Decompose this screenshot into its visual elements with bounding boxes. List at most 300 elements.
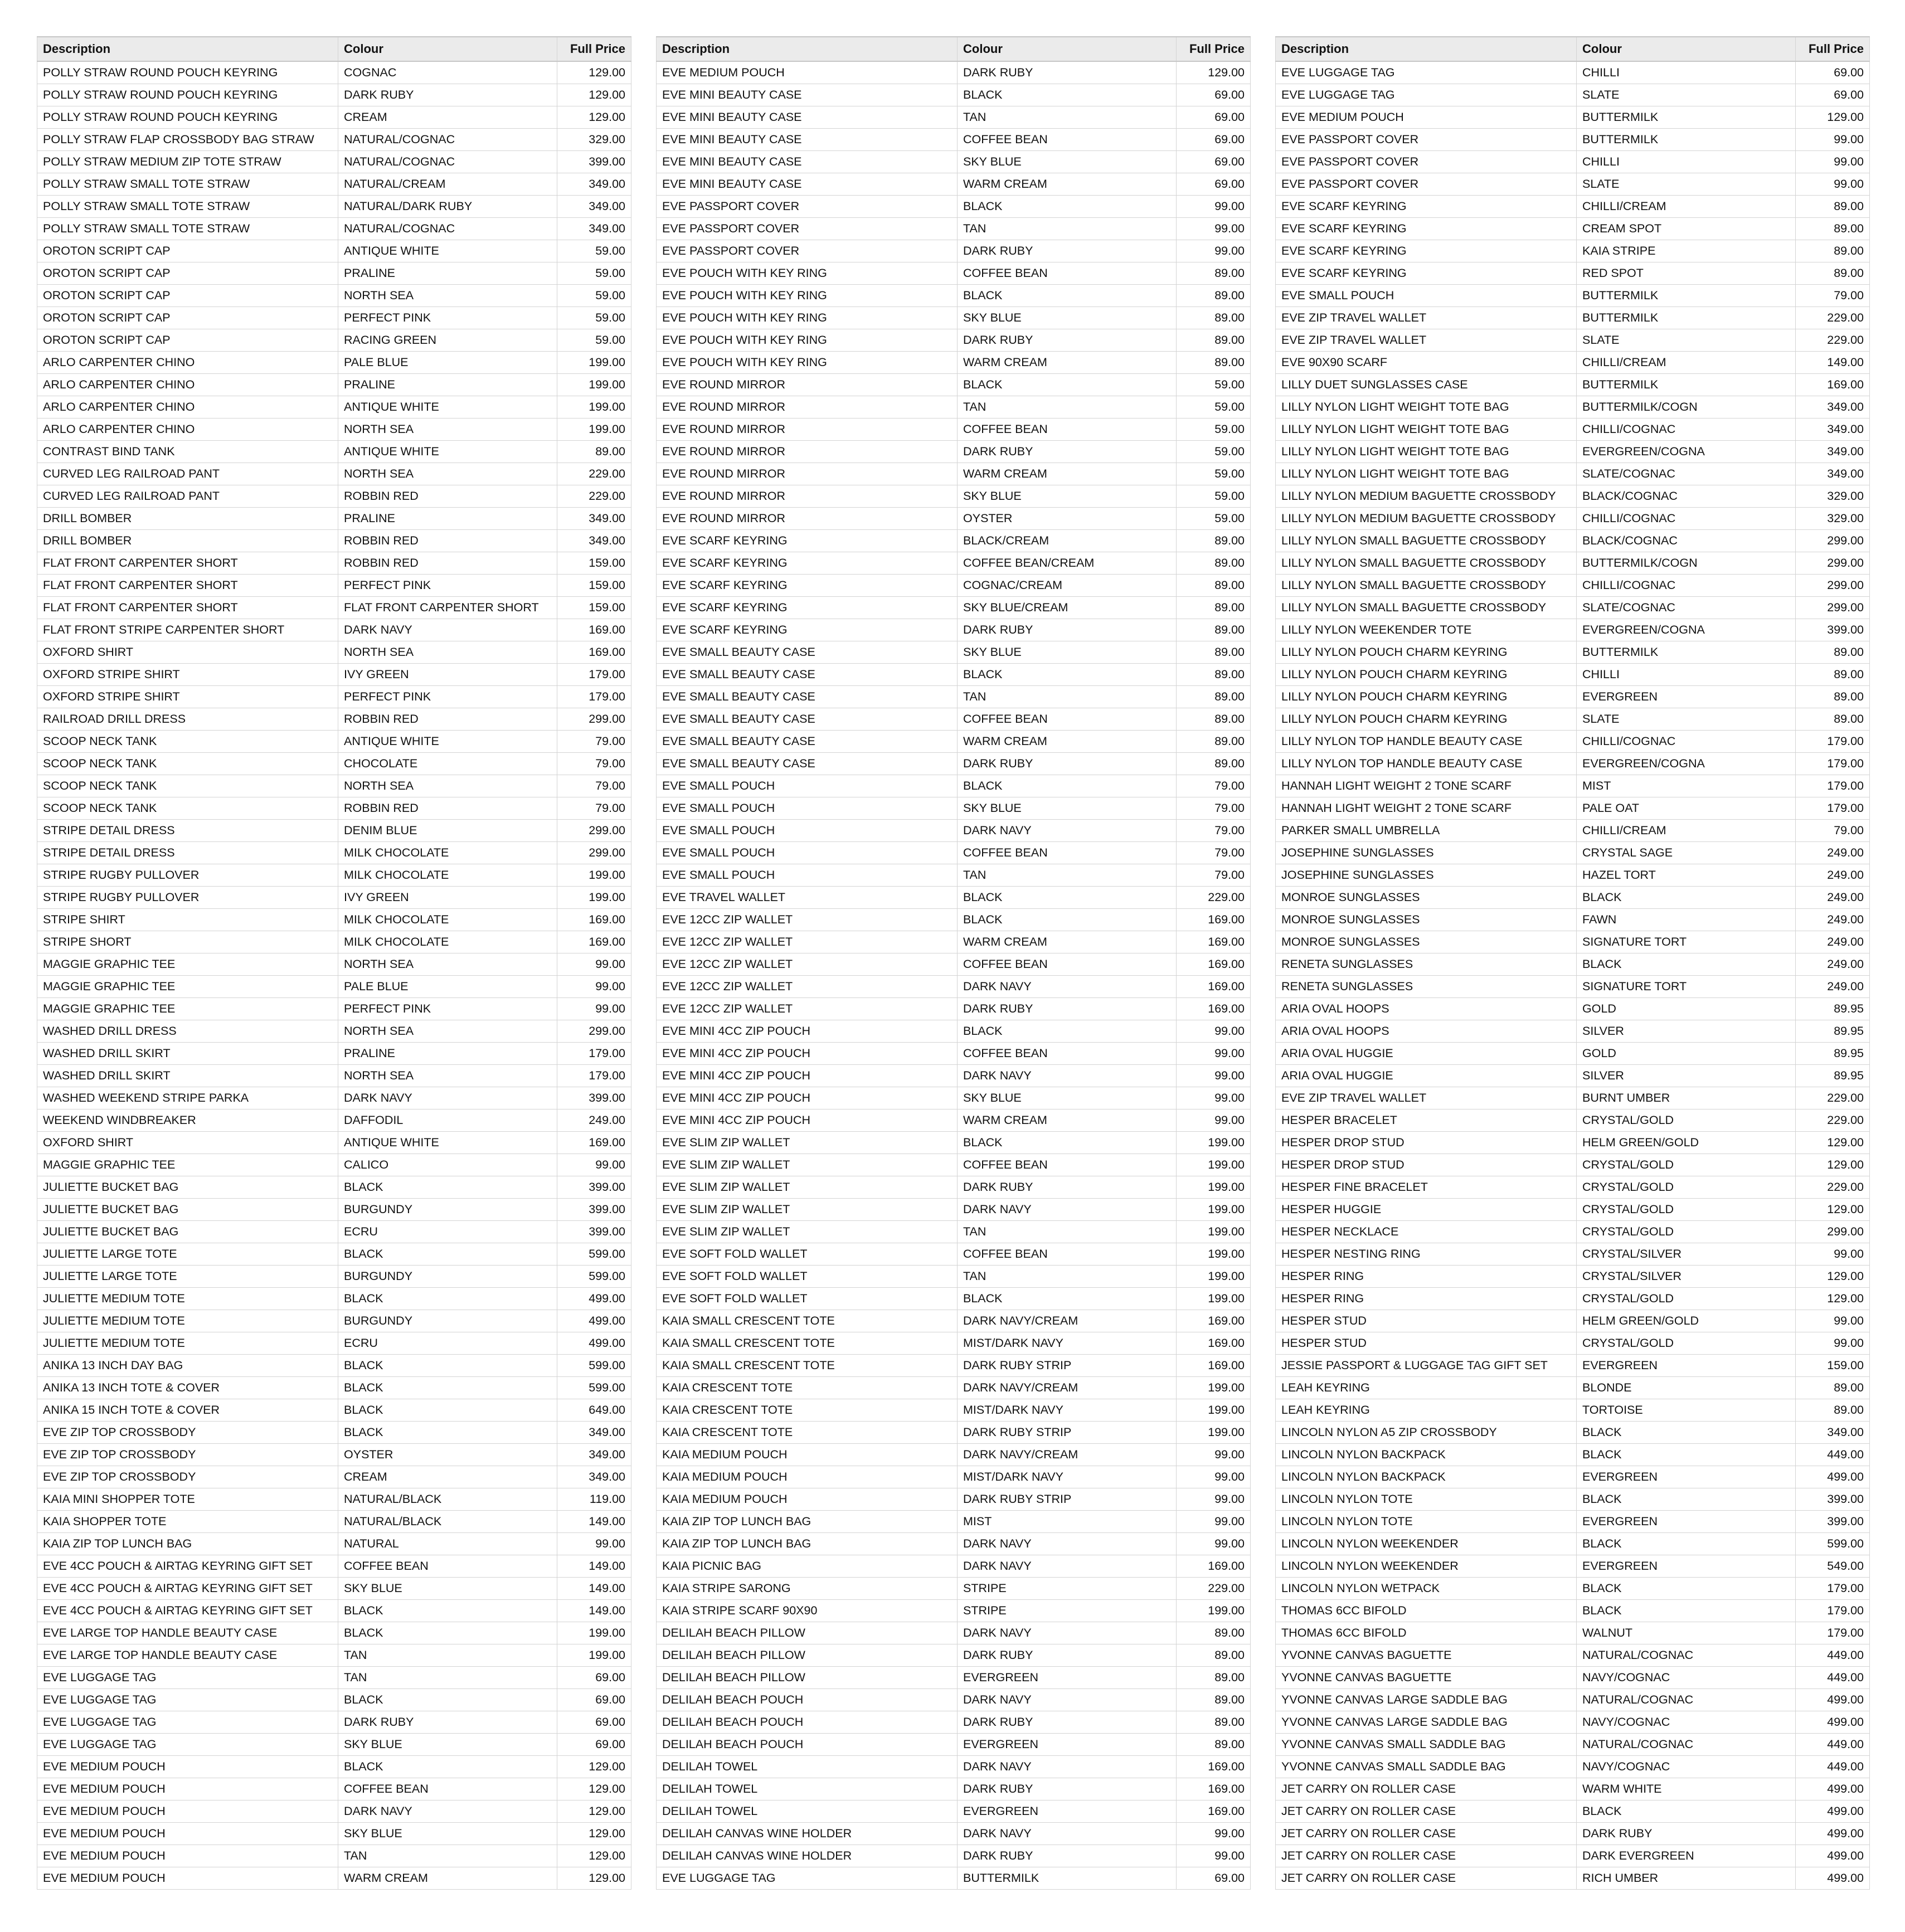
table-row [1276,1533,1870,1555]
colour-cell: EVERGREEN/COGNA [1577,753,1796,775]
table-row [1276,1355,1870,1377]
table-row [657,1734,1251,1756]
colour-cell: BLACK [958,285,1177,307]
description-cell: EVE PASSPORT COVER [1276,151,1577,173]
price-cell: 99.00 [1177,1020,1251,1043]
price-cell: 89.00 [1796,196,1870,218]
colour-cell: BLACK [958,1020,1177,1043]
colour-cell: BUTTERMILK [958,1867,1177,1890]
description-cell: MAGGIE GRAPHIC TEE [37,953,338,976]
colour-cell: BLACK [1577,1488,1796,1511]
colour-cell: SKY BLUE [958,797,1177,820]
description-cell: WASHED WEEKEND STRIPE PARKA [37,1087,338,1109]
description-cell: HESPER FINE BRACELET [1276,1176,1577,1199]
table-row [37,775,631,797]
price-cell: 89.00 [1177,1644,1251,1667]
description-cell: PARKER SMALL UMBRELLA [1276,820,1577,842]
colour-cell: BLACK [338,1622,557,1644]
colour-cell: BLACK/CREAM [958,530,1177,552]
colour-cell: BLACK [338,1176,557,1199]
colour-cell: NATURAL/COGNAC [338,218,557,240]
full-price-header: Full Price [557,37,631,61]
price-cell: 89.00 [1177,329,1251,352]
table-row [37,1176,631,1199]
price-cell: 129.00 [557,1756,631,1778]
table-row [37,708,631,731]
price-cell: 99.00 [1177,1087,1251,1109]
price-cell: 299.00 [557,842,631,864]
table-row [1276,1332,1870,1355]
table-row [1276,664,1870,686]
description-cell: STRIPE RUGBY PULLOVER [37,864,338,887]
table-row [1276,1288,1870,1310]
table-row [1276,396,1870,418]
price-cell: 99.00 [1177,1109,1251,1132]
description-cell: POLLY STRAW ROUND POUCH KEYRING [37,61,338,84]
colour-cell: PALE BLUE [338,352,557,374]
price-cell: 89.00 [1177,1711,1251,1734]
description-cell: SCOOP NECK TANK [37,775,338,797]
price-cell: 129.00 [1796,1154,1870,1176]
table-row [1276,240,1870,262]
description-cell: EVE ZIP TRAVEL WALLET [1276,329,1577,352]
price-cell: 69.00 [1177,106,1251,129]
table-row [657,1867,1251,1890]
price-cell: 129.00 [1796,106,1870,129]
colour-cell: NATURAL/COGNAC [338,129,557,151]
description-cell: EVE PASSPORT COVER [1276,173,1577,196]
table-row [657,1310,1251,1332]
colour-cell: SKY BLUE [958,1087,1177,1109]
description-cell: OROTON SCRIPT CAP [37,240,338,262]
description-cell: EVE SLIM ZIP WALLET [657,1132,958,1154]
price-cell: 169.00 [1177,1355,1251,1377]
colour-cell: DARK RUBY [958,240,1177,262]
price-cell: 89.95 [1796,998,1870,1020]
table-row [657,887,1251,909]
colour-cell: DARK RUBY [958,441,1177,463]
colour-cell: DARK NAVY [958,1689,1177,1711]
table-row [1276,1555,1870,1578]
colour-cell: MILK CHOCOLATE [338,842,557,864]
description-cell: LILLY NYLON TOP HANDLE BEAUTY CASE [1276,731,1577,753]
price-cell: 59.00 [1177,463,1251,485]
colour-cell: FLAT FRONT CARPENTER SHORT [338,597,557,619]
colour-cell: CHILLI/CREAM [1577,352,1796,374]
price-cell: 299.00 [1796,1221,1870,1243]
description-cell: EVE MINI BEAUTY CASE [657,106,958,129]
colour-cell: EVERGREEN/COGNA [1577,441,1796,463]
price-cell: 89.00 [1177,731,1251,753]
price-cell: 129.00 [557,61,631,84]
colour-cell: BLACK [338,1689,557,1711]
description-cell: EVE ZIP TRAVEL WALLET [1276,1087,1577,1109]
colour-cell: NAVY/COGNAC [1577,1756,1796,1778]
price-cell: 159.00 [557,597,631,619]
price-cell: 129.00 [1796,1266,1870,1288]
colour-cell: DARK RUBY [958,1711,1177,1734]
table-row [37,1332,631,1355]
table-row [1276,1667,1870,1689]
description-cell: HANNAH LIGHT WEIGHT 2 TONE SCARF [1276,797,1577,820]
table-row [37,151,631,173]
description-cell: EVE TRAVEL WALLET [657,887,958,909]
price-cell: 69.00 [557,1689,631,1711]
table-row [1276,1756,1870,1778]
colour-cell: OYSTER [958,508,1177,530]
table-row [1276,1266,1870,1288]
table-row [1276,1578,1870,1600]
description-cell: EVE LUGGAGE TAG [37,1711,338,1734]
description-cell: EVE SCARF KEYRING [657,619,958,641]
price-cell: 229.00 [1796,1176,1870,1199]
table-row [37,1555,631,1578]
colour-cell: PERFECT PINK [338,998,557,1020]
description-cell: KAIA CRESCENT TOTE [657,1422,958,1444]
description-cell: LILLY NYLON MEDIUM BAGUETTE CROSSBODY [1276,485,1577,508]
description-cell: DELILAH TOWEL [657,1800,958,1823]
description-cell: KAIA ZIP TOP LUNCH BAG [657,1533,958,1555]
description-cell: LINCOLN NYLON WEEKENDER [1276,1533,1577,1555]
table-row [657,418,1251,441]
description-cell: MAGGIE GRAPHIC TEE [37,976,338,998]
table-row [1276,1399,1870,1422]
table-row [1276,552,1870,575]
colour-cell: TAN [338,1845,557,1867]
description-cell: OXFORD STRIPE SHIRT [37,686,338,708]
price-cell: 499.00 [1796,1689,1870,1711]
price-cell: 299.00 [557,708,631,731]
colour-cell: TAN [958,686,1177,708]
price-cell: 89.00 [1796,664,1870,686]
description-cell: WEEKEND WINDBREAKER [37,1109,338,1132]
table-row [657,1109,1251,1132]
description-cell: LILLY NYLON TOP HANDLE BEAUTY CASE [1276,753,1577,775]
price-cell: 399.00 [1796,1511,1870,1533]
description-cell: EVE POUCH WITH KEY RING [657,329,958,352]
table-row [1276,753,1870,775]
table-row [657,731,1251,753]
table-row [657,1800,1251,1823]
table-row [37,731,631,753]
colour-cell: NATURAL/COGNAC [1577,1689,1796,1711]
description-cell: JULIETTE BUCKET BAG [37,1199,338,1221]
table-row [37,619,631,641]
description-cell: JET CARRY ON ROLLER CASE [1276,1823,1577,1845]
description-cell: OROTON SCRIPT CAP [37,285,338,307]
description-cell: YVONNE CANVAS BAGUETTE [1276,1644,1577,1667]
table-row [37,1845,631,1867]
colour-cell: CHOCOLATE [338,753,557,775]
price-cell: 299.00 [1796,552,1870,575]
price-cell: 99.00 [1177,1511,1251,1533]
colour-cell: BURGUNDY [338,1310,557,1332]
table-row [37,1488,631,1511]
table-row [37,1132,631,1154]
table-row [657,151,1251,173]
colour-cell: BLACK [1577,1600,1796,1622]
colour-cell: BURGUNDY [338,1266,557,1288]
table-row [37,240,631,262]
colour-cell: HAZEL TORT [1577,864,1796,887]
description-cell: EVE MEDIUM POUCH [37,1867,338,1890]
price-cell: 599.00 [557,1266,631,1288]
table-row [37,1800,631,1823]
colour-cell: DAFFODIL [338,1109,557,1132]
description-cell: FLAT FRONT CARPENTER SHORT [37,597,338,619]
table-row [657,1466,1251,1488]
price-cell: 449.00 [1796,1644,1870,1667]
colour-cell: EVERGREEN [1577,1466,1796,1488]
description-cell: POLLY STRAW ROUND POUCH KEYRING [37,84,338,106]
table-row [657,1600,1251,1622]
colour-cell: SKY BLUE [338,1823,557,1845]
description-cell: EVE MEDIUM POUCH [37,1845,338,1867]
table-row [1276,374,1870,396]
colour-cell: DARK NAVY [958,1533,1177,1555]
price-cell: 99.00 [1177,1533,1251,1555]
colour-cell: MIST/DARK NAVY [958,1399,1177,1422]
price-cell: 99.00 [557,998,631,1020]
colour-cell: DARK NAVY [338,1087,557,1109]
description-cell: EVE 4CC POUCH & AIRTAG KEYRING GIFT SET [37,1578,338,1600]
price-cell: 169.00 [1177,1555,1251,1578]
colour-cell: DARK RUBY [958,1176,1177,1199]
table-row [37,1578,631,1600]
colour-cell: RED SPOT [1577,262,1796,285]
colour-cell: TAN [958,1266,1177,1288]
colour-cell: EVERGREEN [958,1667,1177,1689]
description-cell: HESPER STUD [1276,1310,1577,1332]
price-cell: 169.00 [1177,976,1251,998]
description-cell: MONROE SUNGLASSES [1276,887,1577,909]
table-row [37,173,631,196]
description-cell: JET CARRY ON ROLLER CASE [1276,1800,1577,1823]
description-cell: EVE 4CC POUCH & AIRTAG KEYRING GIFT SET [37,1555,338,1578]
price-cell: 119.00 [557,1488,631,1511]
price-cell: 199.00 [1177,1377,1251,1399]
price-cell: 129.00 [557,1800,631,1823]
description-cell: KAIA PICNIC BAG [657,1555,958,1578]
price-cell: 169.00 [557,619,631,641]
table-row [37,508,631,530]
description-cell: EVE SMALL POUCH [1276,285,1577,307]
description-cell: POLLY STRAW SMALL TOTE STRAW [37,196,338,218]
price-cell: 129.00 [557,1778,631,1800]
table-row [1276,909,1870,931]
price-cell: 59.00 [1177,485,1251,508]
table-row [37,285,631,307]
price-cell: 69.00 [1177,173,1251,196]
colour-cell: DARK NAVY/CREAM [958,1444,1177,1466]
table-row [657,1288,1251,1310]
table-row [657,1622,1251,1644]
colour-cell: SKY BLUE [958,151,1177,173]
description-cell: LINCOLN NYLON TOTE [1276,1511,1577,1533]
table-row [1276,931,1870,953]
description-cell: EVE SMALL POUCH [657,775,958,797]
description-cell: POLLY STRAW SMALL TOTE STRAW [37,173,338,196]
price-cell: 59.00 [557,262,631,285]
price-cell: 349.00 [1796,463,1870,485]
table-row [37,1600,631,1622]
description-cell: OXFORD STRIPE SHIRT [37,664,338,686]
table-row [1276,1511,1870,1533]
description-cell: JESSIE PASSPORT & LUGGAGE TAG GIFT SET [1276,1355,1577,1377]
description-cell: EVE ROUND MIRROR [657,485,958,508]
table-row [37,1667,631,1689]
colour-cell: DARK RUBY STRIP [958,1422,1177,1444]
price-cell: 349.00 [557,1466,631,1488]
description-cell: STRIPE DETAIL DRESS [37,820,338,842]
table-row [657,1377,1251,1399]
description-cell: EVE ZIP TOP CROSSBODY [37,1466,338,1488]
colour-cell: NATURAL/BLACK [338,1511,557,1533]
colour-cell: MILK CHOCOLATE [338,909,557,931]
price-cell: 249.00 [557,1109,631,1132]
colour-cell: KAIA STRIPE [1577,240,1796,262]
price-cell: 99.00 [557,976,631,998]
colour-cell: STRIPE [958,1578,1177,1600]
price-cell: 499.00 [557,1288,631,1310]
colour-cell: HELM GREEN/GOLD [1577,1132,1796,1154]
colour-cell: COGNAC/CREAM [958,575,1177,597]
price-cell: 89.00 [1177,686,1251,708]
table-row [1276,329,1870,352]
price-cell: 89.00 [1177,1667,1251,1689]
price-cell: 59.00 [557,329,631,352]
table-row [37,1199,631,1221]
table-row [1276,641,1870,664]
description-cell: ARIA OVAL HUGGIE [1276,1065,1577,1087]
table-row [657,374,1251,396]
description-cell: EVE SOFT FOLD WALLET [657,1266,958,1288]
table-row [1276,1065,1870,1087]
colour-cell: TAN [958,106,1177,129]
colour-cell: DARK NAVY [958,1199,1177,1221]
description-cell: THOMAS 6CC BIFOLD [1276,1622,1577,1644]
colour-cell: COFFEE BEAN [958,262,1177,285]
description-cell: EVE SLIM ZIP WALLET [657,1176,958,1199]
description-cell: DELILAH BEACH POUCH [657,1689,958,1711]
description-cell: LEAH KEYRING [1276,1377,1577,1399]
colour-cell: NATURAL [338,1533,557,1555]
colour-cell: COFFEE BEAN [958,842,1177,864]
table-row [657,641,1251,664]
price-cell: 499.00 [557,1332,631,1355]
price-cell: 179.00 [557,1043,631,1065]
description-cell: JULIETTE MEDIUM TOTE [37,1288,338,1310]
description-cell: EVE 12CC ZIP WALLET [657,976,958,998]
table-row [1276,686,1870,708]
price-cell: 399.00 [1796,619,1870,641]
table-row [37,1399,631,1422]
table-body [37,61,631,1890]
price-table-2 [656,36,1251,1890]
description-cell: WASHED DRILL DRESS [37,1020,338,1043]
colour-cell: CHILLI/COGNAC [1577,575,1796,597]
description-cell: DELILAH BEACH POUCH [657,1734,958,1756]
table-row [37,329,631,352]
description-cell: JULIETTE BUCKET BAG [37,1176,338,1199]
table-row [37,1533,631,1555]
price-cell: 79.00 [1177,820,1251,842]
colour-cell: ANTIQUE WHITE [338,396,557,418]
description-cell: KAIA MEDIUM POUCH [657,1444,958,1466]
colour-cell: CRYSTAL/SILVER [1577,1266,1796,1288]
price-cell: 349.00 [557,530,631,552]
table-row [657,1332,1251,1355]
table-row [37,61,631,84]
full-price-header: Full Price [1796,37,1870,61]
table-row [1276,1109,1870,1132]
description-cell: RENETA SUNGLASSES [1276,976,1577,998]
table-row [1276,1466,1870,1488]
description-cell: KAIA SMALL CRESCENT TOTE [657,1310,958,1332]
colour-cell: EVERGREEN [1577,1355,1796,1377]
price-cell: 349.00 [557,173,631,196]
description-cell: EVE ROUND MIRROR [657,463,958,485]
colour-cell: DARK NAVY [958,1622,1177,1644]
colour-cell: EVERGREEN/COGNA [1577,619,1796,641]
description-cell: YVONNE CANVAS BAGUETTE [1276,1667,1577,1689]
price-cell: 249.00 [1796,842,1870,864]
description-cell: RAILROAD DRILL DRESS [37,708,338,731]
price-cell: 249.00 [1796,887,1870,909]
colour-cell: CREAM SPOT [1577,218,1796,240]
colour-cell: CREAM [338,1466,557,1488]
colour-cell: SKY BLUE/CREAM [958,597,1177,619]
table-row [1276,1377,1870,1399]
table-row [37,1355,631,1377]
colour-cell: BUTTERMILK [1577,641,1796,664]
table-row [657,1667,1251,1689]
colour-cell: CHILLI [1577,664,1796,686]
price-cell: 199.00 [1177,1132,1251,1154]
price-cell: 499.00 [1796,1711,1870,1734]
colour-cell: PERFECT PINK [338,686,557,708]
description-cell: LILLY NYLON MEDIUM BAGUETTE CROSSBODY [1276,508,1577,530]
price-cell: 99.00 [1177,1466,1251,1488]
table-row [1276,1600,1870,1622]
description-cell: DRILL BOMBER [37,508,338,530]
colour-cell: DARK RUBY [958,329,1177,352]
table-row [37,1221,631,1243]
price-cell: 179.00 [1796,797,1870,820]
price-cell: 99.00 [557,1533,631,1555]
colour-cell: PALE OAT [1577,797,1796,820]
description-cell: LINCOLN NYLON BACKPACK [1276,1444,1577,1466]
description-cell: SCOOP NECK TANK [37,731,338,753]
colour-cell: CHILLI/COGNAC [1577,508,1796,530]
description-cell: EVE SLIM ZIP WALLET [657,1199,958,1221]
price-cell: 99.00 [1177,1823,1251,1845]
price-cell: 79.00 [1796,820,1870,842]
description-cell: HESPER DROP STUD [1276,1154,1577,1176]
description-cell: JULIETTE MEDIUM TOTE [37,1332,338,1355]
table-row [37,820,631,842]
price-cell: 99.00 [1177,196,1251,218]
price-cell: 229.00 [557,485,631,508]
table-row [37,1644,631,1667]
colour-cell: DARK RUBY STRIP [958,1488,1177,1511]
description-cell: EVE SMALL POUCH [657,864,958,887]
colour-cell: TAN [958,396,1177,418]
price-cell: 89.00 [1177,352,1251,374]
price-cell: 89.00 [1177,641,1251,664]
price-cell: 69.00 [557,1667,631,1689]
colour-cell: BLONDE [1577,1377,1796,1399]
